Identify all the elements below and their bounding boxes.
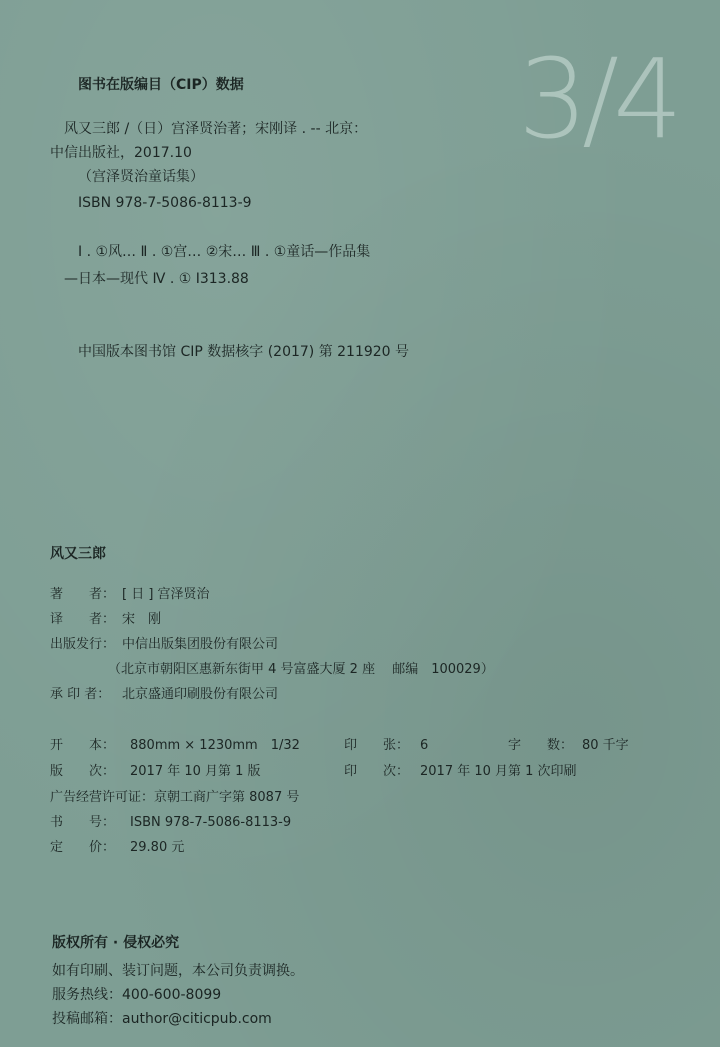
cip-line-1: 风又三郎 /（日）宫泽贤治著；宋刚译 . -- 北京： <box>64 121 368 137</box>
edition-label: 版 次： <box>50 764 116 779</box>
cip-title: 图书在版编目（CIP）数据 <box>78 77 244 93</box>
printing-label: 印 次： <box>344 764 410 779</box>
defect-notice: 如有印刷、装订问题，本公司负责调换。 <box>52 963 304 979</box>
word-count-value: 80 千字 <box>582 738 629 753</box>
cip-line-classification-1: Ⅰ . ①风… Ⅱ . ①宫… ②宋… Ⅲ . ①童话—作品集 <box>78 244 371 260</box>
format-value: 880mm × 1230mm 1/32 <box>130 738 300 753</box>
rights-reserved: 版权所有 · 侵权必究 <box>52 935 180 951</box>
ad-license: 广告经营许可证：京朝工商广字第 8087 号 <box>50 790 300 805</box>
publisher-label: 出版发行： <box>50 637 116 652</box>
cip-line-approval-number: 中国版本图书馆 CIP 数据核字 (2017) 第 211920 号 <box>78 344 410 360</box>
page-indicator-watermark: 3/4 <box>518 35 678 163</box>
translator-label: 译 者： <box>50 612 116 627</box>
word-count-label: 字 数： <box>508 738 574 753</box>
cip-line-2: 中信出版社，2017.10 <box>50 145 192 161</box>
cip-line-isbn: ISBN 978-7-5086-8113-9 <box>78 195 252 211</box>
price-label: 定 价： <box>50 840 116 855</box>
author-value: [ 日 ] 宫泽贤治 <box>122 587 210 602</box>
publisher-address: （北京市朝阳区惠新东街甲 4 号富盛大厦 2 座 邮编 100029） <box>108 662 494 677</box>
cip-line-3: （宫泽贤治童话集） <box>78 169 204 185</box>
edition-value: 2017 年 10 月第 1 版 <box>130 764 261 779</box>
printer-label: 承 印 者： <box>50 687 111 702</box>
sheets-value: 6 <box>420 738 429 753</box>
printer-value: 北京盛通印刷股份有限公司 <box>122 687 279 702</box>
translator-value: 宋 刚 <box>122 612 162 627</box>
price-value: 29.80 元 <box>130 840 185 855</box>
printing-value: 2017 年 10 月第 1 次印刷 <box>420 764 577 779</box>
publisher-value: 中信出版集团股份有限公司 <box>122 637 279 652</box>
service-hotline: 服务热线：400-600-8099 <box>52 987 222 1003</box>
isbn-value: ISBN 978-7-5086-8113-9 <box>130 815 292 830</box>
sheets-label: 印 张： <box>344 738 410 753</box>
cip-line-classification-2: —日本—现代 Ⅳ . ① I313.88 <box>64 271 249 287</box>
book-title: 风又三郎 <box>50 546 106 562</box>
format-label: 开 本： <box>50 738 116 753</box>
author-label: 著 者： <box>50 587 116 602</box>
submission-email: 投稿邮箱：author@citicpub.com <box>52 1011 272 1027</box>
isbn-label: 书 号： <box>50 815 116 830</box>
